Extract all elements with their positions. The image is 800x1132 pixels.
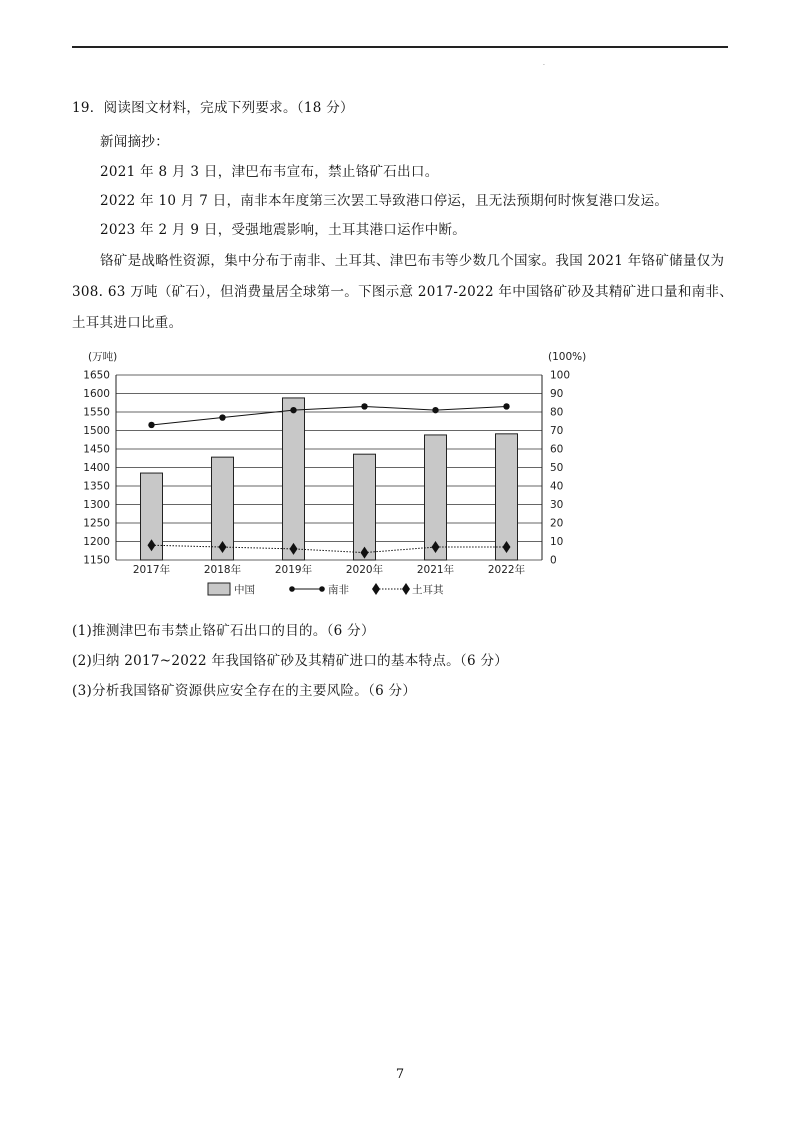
legend-label: 南非 [328,584,349,596]
legend-label: 土耳其 [412,584,444,596]
left-tick-label: 1550 [83,406,110,419]
point-south-africa [361,403,367,409]
point-south-africa [219,414,225,420]
sub-question: (3)分析我国铬矿资源供应安全存在的主要风险。（6 分） [72,683,417,699]
left-tick-label: 1450 [83,443,110,456]
paragraph-line: 铬矿是战略性资源，集中分布于南非、土耳其、津巴布韦等少数几个国家。我国 2021 年铬矿储量仅为 [100,253,725,269]
left-tick-label: 1600 [83,388,110,400]
left-tick-label: 1250 [83,517,110,530]
series-line-turkey [152,545,507,552]
right-tick-label: 70 [550,425,564,437]
legend-marker-south-africa [289,586,295,592]
legend-marker-south-africa [319,586,325,592]
chrome-import-chart [70,340,590,605]
right-tick-label: 20 [550,517,564,530]
left-tick-label: 1300 [83,499,110,511]
right-tick-label: 30 [550,499,564,511]
right-tick-label: 0 [550,554,557,567]
left-tick-label: 1500 [83,425,110,437]
legend-label: 中国 [234,584,255,596]
bar-china [283,398,305,560]
left-tick-label: 1350 [83,480,110,493]
right-tick-label: 60 [550,443,564,456]
left-tick-label: 1200 [83,536,110,548]
category-label: 2018年 [203,564,242,576]
category-label: 2019年 [274,564,313,576]
news-item: 2022 年 10 月 7 日，南非本年度第三次罢工导致港口停运，且无法预期何时恢复港口发运。 [100,193,669,209]
news-item: 2023 年 2 月 9 日，受强地震影响，土耳其港口运作中断。 [100,222,467,238]
right-tick-label: 90 [550,388,564,400]
right-tick-label: 80 [550,406,564,419]
point-south-africa [503,403,509,409]
point-south-africa [432,407,438,413]
page-dot: . [543,60,545,67]
sub-question: (1)推测津巴布韦禁止铬矿石出口的目的。（6 分） [72,623,375,639]
page-number: 7 [395,1067,405,1082]
category-label: 2022年 [487,564,526,576]
right-tick-label: 40 [550,480,564,493]
sub-question: (2)归纳 2017~2022 年我国铬矿砂及其精矿进口的基本特点。（6 分） [72,653,509,669]
paragraph-line: 土耳其进口比重。 [72,315,183,331]
right-tick-label: 10 [550,536,564,548]
category-label: 2020年 [345,564,384,576]
header-rule [72,46,728,48]
point-south-africa [148,422,154,428]
news-title: 新闻摘抄： [100,134,169,150]
category-label: 2021年 [416,564,455,576]
left-tick-label: 1400 [83,462,110,474]
left-tick-label: 1650 [83,369,110,382]
legend-marker-turkey [372,583,380,595]
paragraph-line: 308. 63 万吨（矿石），但消费量居全球第一。下图示意 2017-2022 年中国铬矿砂及其精矿进口量和南非、 [72,284,734,300]
question-header: 19．阅读图文材料，完成下列要求。（18 分） [72,100,354,116]
right-tick-label: 50 [550,462,564,474]
right-axis-unit: (100%) [548,351,587,363]
legend-swatch-china [208,583,230,595]
news-item: 2021 年 8 月 3 日，津巴布韦宣布，禁止铬矿石出口。 [100,164,439,180]
bar-china [354,454,376,560]
right-tick-label: 100 [550,369,571,382]
category-label: 2017年 [132,564,171,576]
point-south-africa [290,407,296,413]
left-axis-unit: (万吨) [88,351,118,363]
legend-marker-turkey [402,583,410,595]
series-line-south-africa [152,406,507,425]
left-tick-label: 1150 [83,554,110,567]
